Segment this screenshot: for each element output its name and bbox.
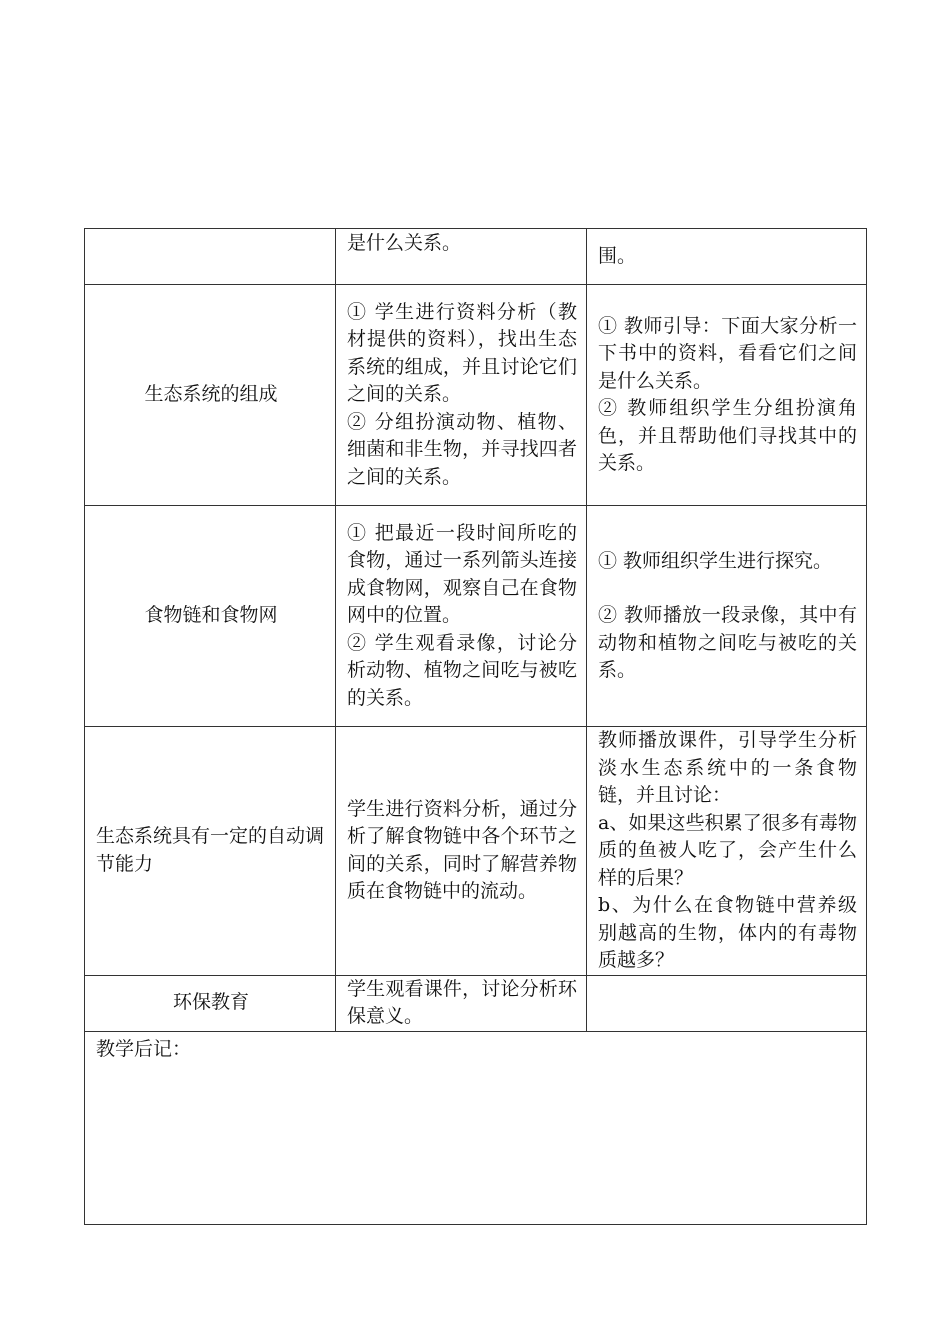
student-activity-text: 学生观看课件，讨论分析环保意义。: [347, 977, 577, 1027]
table-row: [85, 506, 867, 727]
table-row: [85, 727, 867, 976]
student-activity-text: 是什么关系。: [347, 232, 462, 254]
teacher-activity-text: ① 教师组织学生进行探究。: [598, 549, 833, 572]
student-activity-text: ① 把最近一段时间所吃的食物，通过一系列箭头连接成食物网，观察自己在食物网中的位置。: [347, 521, 577, 627]
student-activity-text: ① 学生进行资料分析（教材提供的资料），找出生态系统的组成，并且讨论它们之间的关系。: [347, 300, 577, 406]
teacher-activity-text: ② 教师播放一段录像，其中有动物和植物之间吃与被吃的关系。: [598, 604, 857, 681]
teacher-activity-text: a、如果这些积累了很多有毒物质的鱼被人吃了，会产生什么样的后果？: [598, 811, 857, 889]
topic-label: 生态系统具有一定的自动调节能力: [96, 825, 325, 875]
student-activity-text: ② 学生观看录像，讨论分析动物、植物之间吃与被吃的关系。: [347, 631, 577, 709]
student-activity-cell: [336, 285, 587, 506]
teacher-activity-cell: [587, 229, 867, 285]
topic-cell: [85, 727, 336, 976]
topic-cell: [85, 506, 336, 727]
notes-label: 教学后记：: [96, 1037, 192, 1060]
student-activity-cell: [336, 975, 587, 1031]
teacher-activity-text: 围。: [598, 244, 637, 267]
teacher-activity-text: 教师播放课件，引导学生分析淡水生态系统中的一条食物链，并且讨论：: [598, 729, 857, 806]
lesson-plan-table: [84, 228, 867, 1225]
topic-label: 环保教育: [172, 991, 249, 1014]
teacher-activity-text: ① 教师引导：下面大家分析一下书中的资料，看看它们之间是什么关系。: [598, 314, 857, 392]
table-row: [85, 975, 867, 1031]
topic-label: 生态系统的组成: [144, 383, 278, 406]
student-activity-cell: [336, 229, 587, 285]
teacher-activity-cell: [587, 727, 867, 976]
teacher-activity-cell: [587, 975, 867, 1031]
topic-cell: [85, 229, 336, 285]
student-activity-text: ② 分组扮演动物、植物、细菌和非生物，并寻找四者之间的关系。: [347, 410, 577, 488]
table-row: [85, 285, 867, 506]
table-row: [85, 229, 867, 285]
notes-row: [85, 1031, 867, 1224]
student-activity-cell: [336, 506, 587, 727]
student-activity-cell: [336, 727, 587, 976]
student-activity-text: 学生进行资料分析，通过分析了解食物链中各个环节之间的关系，同时了解营养物质在食物链中的流动。: [347, 797, 577, 903]
topic-label: 食物链和食物网: [144, 604, 278, 627]
topic-cell: [85, 285, 336, 506]
topic-cell: [85, 975, 336, 1031]
teacher-activity-text: b、为什么在食物链中营养级别越高的生物，体内的有毒物质越多？: [598, 894, 857, 971]
teacher-activity-text: ② 教师组织学生分组扮演角色，并且帮助他们寻找其中的关系。: [598, 397, 857, 474]
teacher-activity-cell: [587, 285, 867, 506]
teacher-activity-cell: [587, 506, 867, 727]
notes-cell: [85, 1031, 867, 1224]
